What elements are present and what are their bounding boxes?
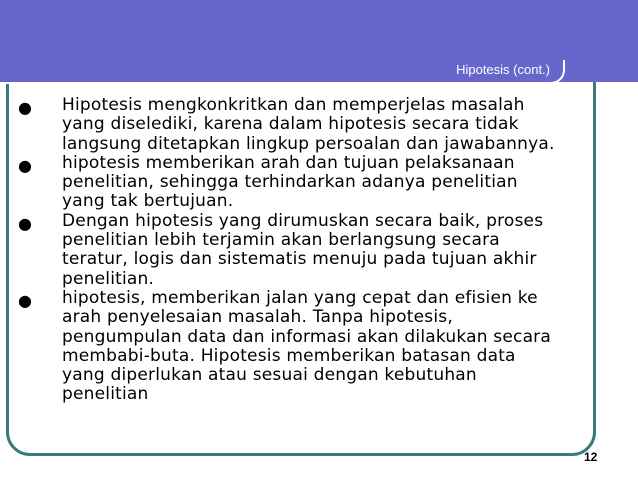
bullet-icon: ● bbox=[18, 213, 32, 233]
bullet-icon: ● bbox=[18, 98, 32, 117]
bullet-text: hipotesis, memberikan jalan yang cepat dan efisien ke arah penyelesaian masalah. Tanpa hipotesis, pengumpulan data dan informasi akan dilakukan secara membabi-buta. Hipotesis memberikan batasan data yang diperlukan atau sesuai dengan kebutuhan penelitian bbox=[62, 287, 551, 405]
slide-title: Hipotesis (cont.) bbox=[456, 62, 550, 77]
list-item bbox=[18, 212, 618, 289]
bullet-icon: ● bbox=[18, 155, 32, 175]
bullet-icon: ● bbox=[18, 290, 32, 310]
bullet-text: Hipotesis mengkonkritkan dan memperjelas masalah yang diselediki, karena dalam hipotesis secara tidak langsung ditetapkan lingkup persoalan dan jawabannya. bbox=[62, 95, 555, 154]
list-item bbox=[18, 96, 618, 154]
list-item bbox=[18, 154, 618, 212]
page-number: 12 bbox=[584, 450, 598, 464]
list-item bbox=[18, 289, 618, 405]
bullet-list bbox=[18, 96, 618, 405]
bullet-text: Dengan hipotesis yang dirumuskan secara baik, proses penelitian lebih terjamin akan berlangsung secara teratur, logis dan sistematis menuju pada tujuan akhir penelitian. bbox=[62, 210, 544, 289]
bullet-text: hipotesis memberikan arah dan tujuan pelaksanaan penelitian, sehingga terhindarkan adanya penelitian yang tak bertujuan. bbox=[62, 152, 518, 212]
